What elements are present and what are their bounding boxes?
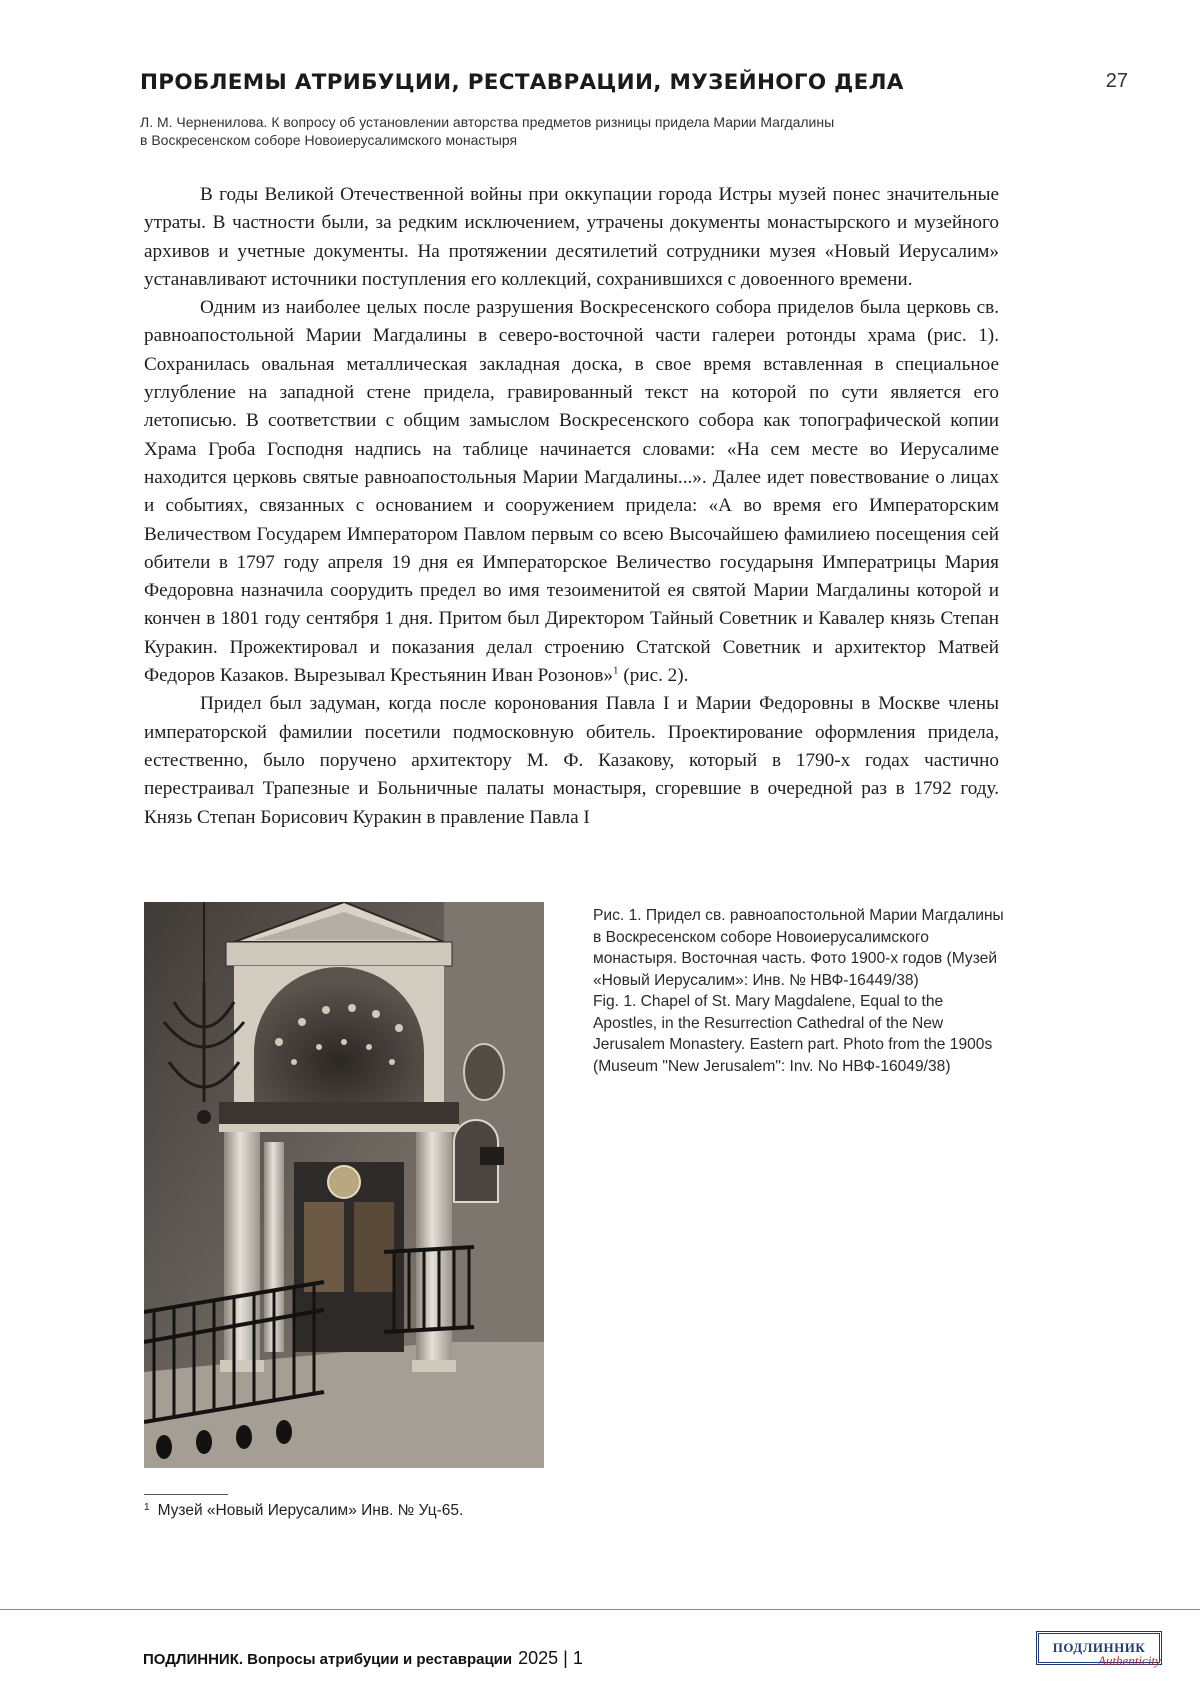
figure-caption-ru: Рис. 1. Придел св. равноапостольной Марии Магдалины в Воскресенском соборе Новоиерусалимского монастыря. Восточная часть. Фото 1900-х годов (Музей «Новый Иерусалим»: Инв. № НВФ-16449/38) — [593, 907, 1004, 989]
journal-logo — [1036, 1631, 1164, 1673]
chapel-photo — [144, 902, 544, 1468]
journal-name: ПОДЛИННИК. Вопросы атрибуции и реставрации — [143, 1651, 513, 1668]
footnote-ref[interactable]: 1 — [613, 664, 619, 677]
figure-caption-en: Fig. 1. Chapel of St. Mary Magdalene, Equal to the Apostles, in the Resurrection Cathedral of the New Jerusalem Monastery. Eastern part. Photo from the 1900s (Museum "New Jerusalem": Inv. No НВФ-16049/38) — [593, 993, 993, 1075]
paragraph-2 — [144, 294, 999, 690]
journal-logo-script — [1096, 1645, 1164, 1673]
article-body — [144, 181, 999, 832]
journal-logo-wordmark: ПОДЛИННИК — [1036, 1631, 1162, 1665]
footnote-mark: 1 — [144, 1502, 150, 1513]
article-reference-line-2: в Воскресенском соборе Новоиерусалимского монастыря — [140, 132, 518, 148]
logo-script-text: Authenticity — [1098, 1653, 1161, 1668]
paragraph-2-tail: (рис. 2). — [618, 665, 689, 687]
paragraph-1: В годы Великой Отечественной войны при оккупации города Истры музей понес значительные утраты. В частности были, за редким исключением, утрачены документы монастырского и музейного архивов и учетные документы. На протяжении десятилетий сотрудники музея «Новый Иерусалим» устанавливают источники поступления его коллекций, сохранившихся с довоенного времени. — [144, 184, 999, 290]
chapel-photo-drawing — [144, 902, 544, 1468]
paragraph-3: Придел был задуман, когда после коронования Павла I и Марии Федоровны в Москве члены императорской фамилии посетили подмосковную обитель. Проектирование оформления придела, естественно, было поручено архитектору М. Ф. Казакову, который в 1790-х годах частично перестраивал Трапезные и Больничные палаты монастыря, сгоревшие в очередной раз в 1792 году. Князь Степан Борисович Куракин в правление Павла I — [144, 693, 999, 828]
article-reference-line-1: Л. М. Черненилова. К вопросу об установлении авторства предметов ризницы придела Марии Магдалины — [140, 114, 835, 130]
footnote-divider — [144, 1494, 228, 1495]
section-title: ПРОБЛЕМЫ АТРИБУЦИИ, РЕСТАВРАЦИИ, МУЗЕЙНОГО ДЕЛА — [140, 70, 904, 95]
journal-issue: 2025 | 1 — [518, 1648, 583, 1668]
footnote — [144, 1502, 844, 1520]
footer-divider — [0, 1609, 1200, 1610]
figure-caption — [593, 905, 1005, 1077]
paragraph-2-text: Одним из наиболее целых после разрушения Воскресенского собора приделов была церковь св. равноапостольной Марии Магдалины в северо-восточной части галереи ротонды храма (рис. 1). Сохранилась овальная металлическая закладная доска, в свое время вставленная в специальное углубление на западной стене придела, гравированный текст на которой по сути является его летописью. В соответствии с общим замыслом Воскресенского собора как топографической копии Храма Гроба Господня надпись на таблице начинается словами: «На сем месте во Иерусалиме находится церковь святые равноапостольныя Марии Магдалины...». Далее идет повествование о лицах и событиях, связанных с основанием и сооружением придела: «А во время его Императорским Величеством Государем Императором Павлом первым со всею Высочайшею фамилиею посещения сей обители в 1797 году апреля 19 дня ея Императорское Величество государыня Императрицы Мария Федоровна назначила соорудить предел во имя тезоименитой ея святой Марии Магдалины которой и кончен в 1801 году сентября 1 дня. Притом был Директором Тайный Советник и Кавалер князь Степан Куракин. Прожектировал и показания делал строению Статской Советник и архитектор Матвей Федоров Казаков. Вырезывал Крестьянин Иван Розонов» — [144, 297, 999, 687]
footer-journal — [143, 1648, 583, 1669]
article-reference — [140, 113, 920, 149]
footnote-text: Музей «Новый Иерусалим» Инв. № Уц-65. — [157, 1502, 464, 1519]
page-number: 27 — [1105, 70, 1128, 92]
